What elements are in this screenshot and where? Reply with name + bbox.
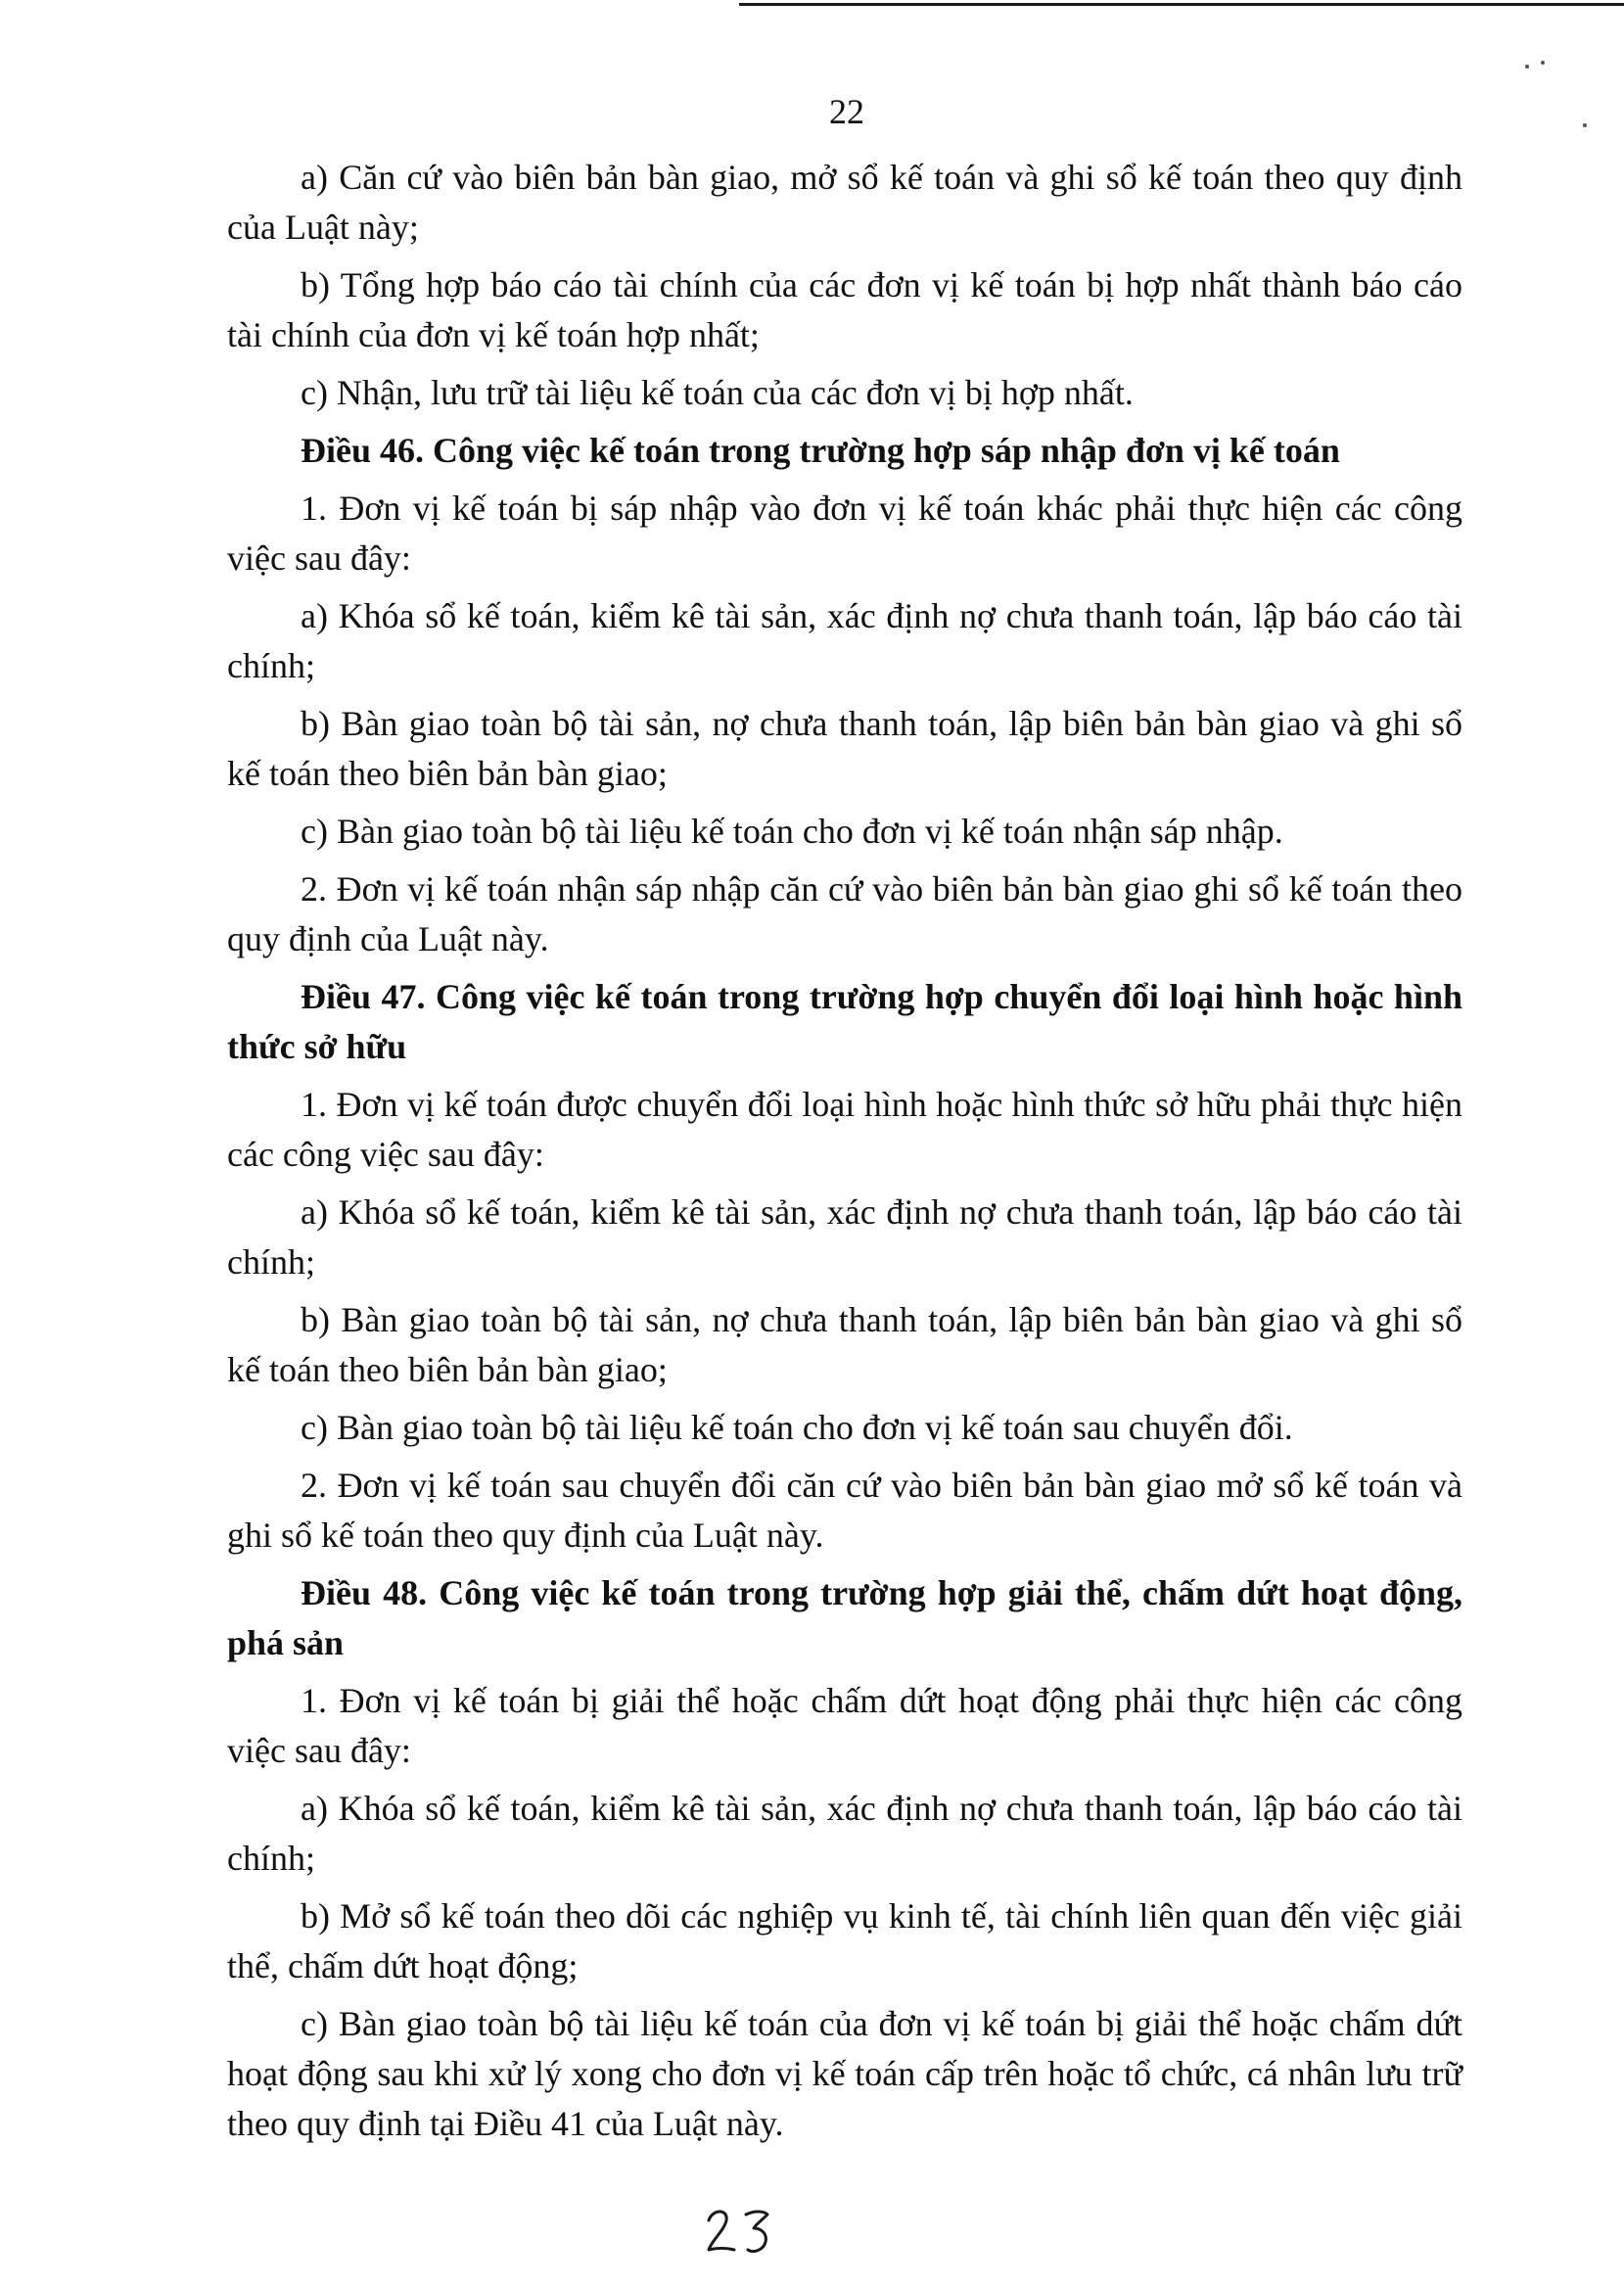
article-48-clause-b: b) Mở sổ kế toán theo dõi các nghiệp vụ kinh tế, tài chính liên quan đến việc giải thể, chấm dứt hoạt động;: [227, 1896, 1462, 1985]
handwritten-page-number: [703, 2203, 781, 2258]
article-48-clause-a: a) Khóa sổ kế toán, kiểm kê tài sản, xác định nợ chưa thanh toán, lập báo cáo tài chính;: [227, 1789, 1462, 1878]
article-46-clause-b: b) Bàn giao toàn bộ tài sản, nợ chưa thanh toán, lập biên bản bàn giao và ghi sổ kế toán theo biên bản bàn giao;: [227, 704, 1462, 793]
paragraph-clause-a-merge: a) Căn cứ vào biên bản bàn giao, mở sổ kế toán và ghi sổ kế toán theo quy định của Luật này;: [227, 158, 1462, 247]
scan-speck: [1541, 61, 1545, 65]
top-border-line: [739, 3, 1624, 6]
article-46-heading: Điều 46. Công việc kế toán trong trường hợp sáp nhập đơn vị kế toán: [301, 431, 1340, 470]
article-47-heading: Điều 47. Công việc kế toán trong trường hợp chuyển đổi loại hình hoặc hình thức sở hữu: [227, 977, 1462, 1066]
article-48-item-1: 1. Đơn vị kế toán bị giải thể hoặc chấm dứt hoạt động phải thực hiện các công việc sau đây:: [227, 1681, 1462, 1770]
article-48-heading: Điều 48. Công việc kế toán trong trường hợp giải thể, chấm dứt hoạt động, phá sản: [227, 1573, 1462, 1662]
page-number: 22: [829, 92, 864, 131]
article-46-clause-c: c) Bàn giao toàn bộ tài liệu kế toán cho đơn vị kế toán nhận sáp nhập.: [301, 812, 1283, 851]
paragraph-clause-b-merge: b) Tổng hợp báo cáo tài chính của các đơn vị kế toán bị hợp nhất thành báo cáo tài chính của đơn vị kế toán hợp nhất;: [227, 265, 1462, 354]
scan-speck: [1525, 65, 1529, 69]
article-46-clause-a: a) Khóa sổ kế toán, kiểm kê tài sản, xác định nợ chưa thanh toán, lập báo cáo tài chính;: [227, 596, 1462, 685]
article-47-item-2: 2. Đơn vị kế toán sau chuyển đổi căn cứ vào biên bản bàn giao mở sổ kế toán và ghi sổ kế toán theo quy định của Luật này.: [227, 1466, 1462, 1555]
article-47-clause-c: c) Bàn giao toàn bộ tài liệu kế toán cho đơn vị kế toán sau chuyển đổi.: [301, 1408, 1293, 1447]
article-47-clause-b: b) Bàn giao toàn bộ tài sản, nợ chưa thanh toán, lập biên bản bàn giao và ghi sổ kế toán theo biên bản bàn giao;: [227, 1300, 1462, 1389]
article-48-clause-c: c) Bàn giao toàn bộ tài liệu kế toán của đơn vị kế toán bị giải thể hoặc chấm dứt hoạt động sau khi xử lý xong cho đơn vị kế toán cấp trên hoặc tổ chức, cá nhân lưu trữ theo quy định tại Điều 41 của Luật này.: [227, 2004, 1462, 2143]
article-47-item-1: 1. Đơn vị kế toán được chuyển đổi loại hình hoặc hình thức sở hữu phải thực hiện các công việc sau đây:: [227, 1085, 1462, 1174]
article-46-item-2: 2. Đơn vị kế toán nhận sáp nhập căn cứ vào biên bản bàn giao ghi sổ kế toán theo quy định của Luật này.: [227, 869, 1462, 958]
article-46-item-1: 1. Đơn vị kế toán bị sáp nhập vào đơn vị kế toán khác phải thực hiện các công việc sau đây:: [227, 489, 1462, 578]
article-47-clause-a: a) Khóa sổ kế toán, kiểm kê tài sản, xác định nợ chưa thanh toán, lập báo cáo tài chính;: [227, 1192, 1462, 1282]
document-body: [227, 153, 1462, 2157]
paragraph-clause-c-merge: c) Nhận, lưu trữ tài liệu kế toán của các đơn vị bị hợp nhất.: [301, 373, 1134, 412]
